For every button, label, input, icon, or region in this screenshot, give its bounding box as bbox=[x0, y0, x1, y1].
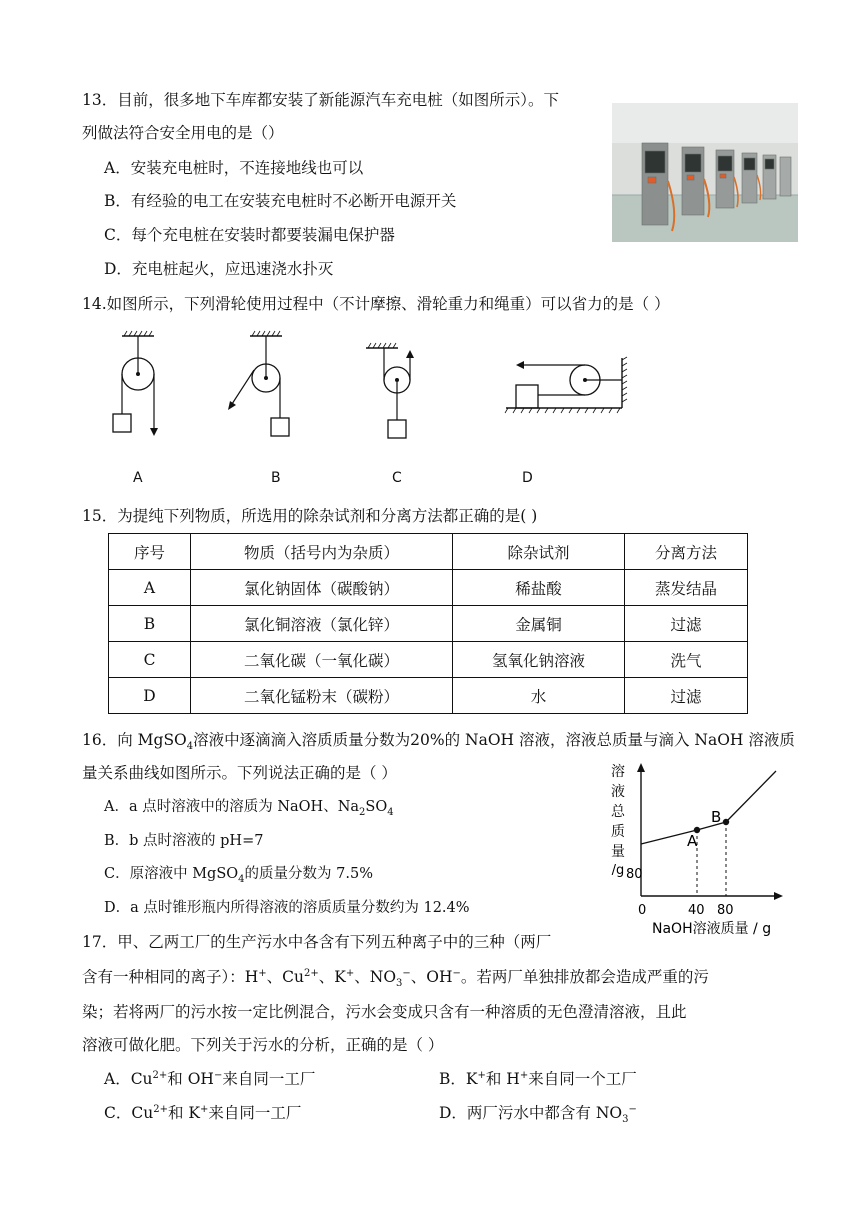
graph-ylabel-6: /g bbox=[611, 863, 625, 878]
q17-stem-line1: 17．甲、乙两工厂的生产污水中各含有下列五种离子中的三种（两厂 bbox=[82, 933, 552, 951]
table-cell: 水 bbox=[453, 678, 625, 714]
graph-ylabel-2: 液 bbox=[611, 784, 625, 800]
q16-option-a: A．a 点时溶液中的溶质为 NaOH、$Na_2SO_4$ bbox=[104, 799, 394, 818]
pulley-label-b: B bbox=[271, 470, 281, 486]
table-row bbox=[109, 570, 748, 606]
table-cell: 过滤 bbox=[625, 678, 748, 714]
table-header: 分离方法 bbox=[625, 534, 748, 570]
q17-option-b: B．K+和 H+来自同一个工厂 bbox=[439, 1069, 637, 1088]
table-header: 物质（括号内为杂质） bbox=[191, 534, 453, 570]
table-cell: 金属铜 bbox=[453, 606, 625, 642]
table-cell: 氢氧化钠溶液 bbox=[453, 642, 625, 678]
table-cell: 蒸发结晶 bbox=[625, 570, 748, 606]
graph-point-a-label: A bbox=[687, 832, 698, 850]
table-header-row bbox=[109, 534, 748, 570]
q16-graph bbox=[604, 762, 786, 938]
q17-stem-line4: 溶液可做化肥。下列关于污水的分析，正确的是（ ） bbox=[82, 1036, 444, 1054]
graph-origin-label: 0 bbox=[638, 903, 647, 918]
table-cell: 氯化铜溶液（氯化锌） bbox=[191, 606, 453, 642]
q16-option-c: C．原溶液中 MgSO$_4$的质量分数为 7.5% bbox=[104, 866, 373, 885]
table-cell: 氯化钠固体（碳酸钠） bbox=[191, 570, 453, 606]
graph-x40-label: 40 bbox=[688, 903, 705, 918]
graph-ylabel-3: 总 bbox=[611, 804, 625, 820]
graph-ylabel-1: 溶 bbox=[611, 764, 625, 780]
q15-stem: 15．为提纯下列物质，所选用的除杂试剂和分离方法都正确的是( ) bbox=[82, 507, 538, 525]
table-row bbox=[109, 678, 748, 714]
q16-stem-line2: 量关系曲线如图所示。下列说法正确的是（ ） bbox=[82, 764, 397, 782]
q17-stem-line2: 含有一种相同的离子）：H+、$Cu^{2+}$、K+、$NO_3^-$、OH−。若两厂单独排放都会造成严重的污 bbox=[82, 967, 709, 990]
table-row bbox=[109, 606, 748, 642]
q13-stem-line1: 13．目前，很多地下车库都安装了新能源汽车充电桩（如图所示）。下 bbox=[82, 91, 559, 109]
q17-option-a: A．$Cu^{2+}$和 OH−来自同一工厂 bbox=[104, 1069, 316, 1088]
q16-stem-line1: 16．向 MgSO$_4$溶液中逐滴滴入溶质质量分数为20%的 NaOH 溶液，溶液总质量与滴入 NaOH 溶液质 bbox=[82, 731, 795, 753]
q17-option-c: C．$Cu^{2+}$和 K+来自同一工厂 bbox=[104, 1103, 302, 1122]
table-row bbox=[109, 642, 748, 678]
graph-xlabel: NaOH溶液质量 / g bbox=[652, 921, 772, 937]
graph-y80-label: 80 bbox=[626, 867, 643, 882]
table-cell: D bbox=[109, 678, 191, 714]
table-header: 除杂试剂 bbox=[453, 534, 625, 570]
q13-option-c: C．每个充电桩在安装时都要装漏电保护器 bbox=[104, 226, 395, 244]
table-cell: 二氧化碳（一氧化碳） bbox=[191, 642, 453, 678]
q16-option-b: B．b 点时溶液的 pH=7 bbox=[104, 833, 264, 849]
pulley-figure-b bbox=[222, 330, 302, 445]
q17-stem-line3: 染；若将两厂的污水按一定比例混合，污水会变成只含有一种溶质的无色澄清溶液，且此 bbox=[82, 1003, 687, 1021]
pulley-figure-c bbox=[360, 330, 430, 445]
table-cell: B bbox=[109, 606, 191, 642]
q17-option-d: D．两厂污水中都含有 $NO_3^-$ bbox=[439, 1103, 637, 1126]
pulley-figure-d bbox=[502, 330, 638, 420]
table-cell: C bbox=[109, 642, 191, 678]
table-cell: 二氧化锰粉末（碳粉） bbox=[191, 678, 453, 714]
pulley-figure-a bbox=[108, 330, 168, 445]
charging-station-photo bbox=[612, 103, 798, 242]
pulley-label-a: A bbox=[133, 470, 143, 486]
q16-option-d: D．a 点时锥形瓶内所得溶液的溶质质量分数约为 12.4% bbox=[104, 900, 470, 916]
table-header: 序号 bbox=[109, 534, 191, 570]
q14-stem: 14.如图所示，下列滑轮使用过程中（不计摩擦、滑轮重力和绳重）可以省力的是（ ） bbox=[82, 295, 670, 313]
graph-x80-label: 80 bbox=[717, 903, 734, 918]
q13-option-d: D．充电桩起火，应迅速浇水扑灭 bbox=[104, 260, 334, 278]
q13-option-b: B．有经验的电工在安装充电桩时不必断开电源开关 bbox=[104, 192, 457, 210]
table-cell: 稀盐酸 bbox=[453, 570, 625, 606]
graph-ylabel-4: 质 bbox=[611, 824, 625, 840]
table-cell: 洗气 bbox=[625, 642, 748, 678]
graph-ylabel-5: 量 bbox=[611, 844, 625, 860]
q15-table bbox=[108, 533, 748, 714]
pulley-label-c: C bbox=[392, 470, 402, 486]
table-cell: A bbox=[109, 570, 191, 606]
pulley-label-d: D bbox=[522, 470, 533, 486]
graph-point-b-label: B bbox=[711, 808, 722, 826]
table-cell: 过滤 bbox=[625, 606, 748, 642]
q13-option-a: A．安装充电桩时，不连接地线也可以 bbox=[104, 159, 364, 177]
q13-stem-line2: 列做法符合安全用电的是（） bbox=[82, 124, 284, 142]
